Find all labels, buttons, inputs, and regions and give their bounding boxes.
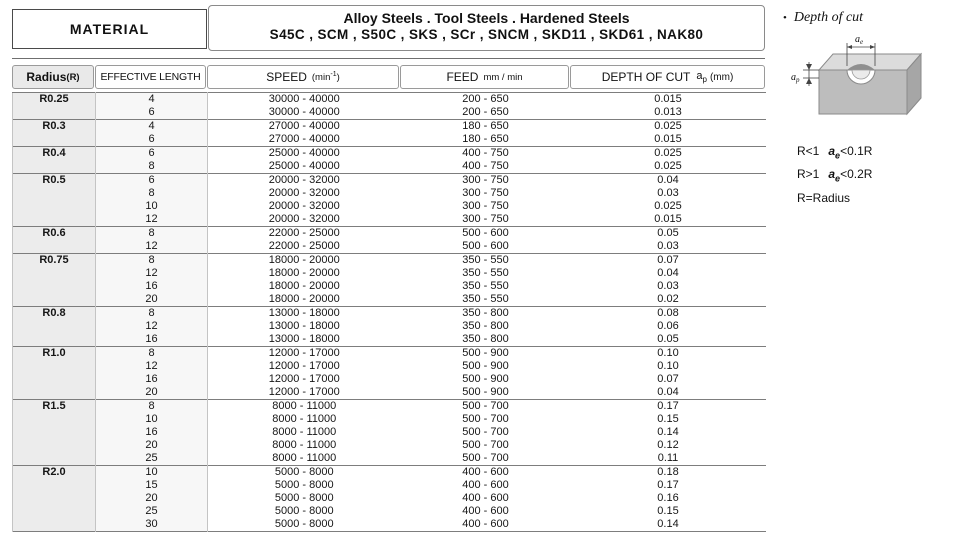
length-cell: 12: [96, 360, 208, 373]
feed-cell: 400 - 750: [401, 147, 571, 161]
depth-cell: 0.10: [657, 360, 679, 372]
speed-cell: 18000 - 20000: [268, 267, 340, 279]
column-header-depth-of-cut: [570, 65, 765, 89]
feed-cell: 300 - 750: [462, 213, 509, 225]
table-row: [13, 200, 766, 213]
speed-header-label: SPEED: [266, 70, 307, 84]
feed-header-unit: mm / min: [483, 71, 523, 83]
table-row: [13, 240, 766, 254]
feed-cell: 300 - 750: [462, 200, 509, 212]
depth-cell: 0.05: [657, 333, 679, 345]
length-cell: 15: [96, 479, 208, 492]
length-cell: 20: [96, 439, 208, 452]
table-row: [13, 187, 766, 200]
feed-cell: 350 - 550: [401, 254, 571, 268]
depth-cell: 0.07: [571, 254, 766, 268]
feed-cell: 180 - 650: [401, 120, 571, 134]
cutting-conditions-table-area: [12, 5, 765, 532]
length-cell: 8: [96, 160, 208, 174]
speed-cell: 18000 - 20000: [268, 293, 340, 305]
feed-cell: 350 - 800: [462, 320, 509, 332]
length-cell: 6: [96, 147, 208, 161]
length-cell: 20: [96, 293, 208, 307]
table-row: [13, 147, 766, 161]
speed-cell: 5000 - 8000: [274, 518, 334, 530]
feed-cell: 400 - 600: [462, 518, 509, 530]
feed-cell: 350 - 800: [401, 307, 571, 321]
radius-header-label: Radius: [26, 70, 67, 84]
depth-cell: 0.03: [657, 240, 679, 252]
speed-cell: 18000 - 20000: [268, 280, 340, 292]
speed-cell: 8000 - 11000: [272, 426, 337, 438]
table-row: [13, 133, 766, 147]
speed-header-unit: [312, 71, 340, 83]
depth-cell: 0.04: [571, 174, 766, 188]
column-header-effective-length: [95, 65, 206, 89]
table-row: [13, 106, 766, 120]
length-cell: 16: [96, 373, 208, 386]
length-cell: 6: [96, 133, 208, 147]
speed-cell: 8000 - 11000: [272, 452, 337, 464]
header-divider: [12, 58, 765, 59]
depth-cell: 0.17: [657, 479, 679, 491]
ap-arrow-bottom: [806, 78, 812, 84]
side-panel-title-text: Depth of cut: [793, 10, 864, 25]
column-header-row: [12, 65, 765, 89]
depth-cell: 0.07: [657, 373, 679, 385]
radius-cell: R2.0: [13, 466, 96, 532]
note-3-condition: R=Radius: [797, 190, 851, 205]
material-label: MATERIAL: [69, 21, 150, 37]
spec-table-body: [13, 93, 766, 532]
feed-cell: 200 - 650: [401, 93, 571, 107]
depth-cell: 0.015: [654, 213, 682, 225]
depth-cell: 0.02: [657, 293, 679, 305]
feed-cell: 500 - 700: [462, 452, 509, 464]
table-row: [13, 439, 766, 452]
feed-cell: 400 - 750: [462, 160, 509, 172]
length-cell: 8: [96, 347, 208, 361]
feed-cell: 500 - 900: [462, 386, 509, 398]
length-cell: 8: [96, 227, 208, 241]
spec-table: [12, 92, 766, 532]
depth-cell: 0.025: [654, 200, 682, 212]
feed-cell: 400 - 600: [462, 479, 509, 491]
table-row: [13, 213, 766, 227]
speed-unit-pre: (min: [311, 72, 331, 84]
ae-arrow-left: [847, 45, 852, 49]
note-2-symbol: $a_e$: [828, 167, 841, 184]
speed-cell: 12000 - 17000: [208, 347, 401, 361]
table-row: [13, 373, 766, 386]
depth-header-symbol: [696, 70, 707, 84]
speed-cell: 25000 - 40000: [268, 160, 340, 172]
note-1-value: <0.1R: [840, 144, 873, 158]
steel-grades-line: S45C , SCM , S50C , SKS , SCr , SNCM , SKD11 , SKD61 , NAK80: [269, 27, 704, 42]
radius-cell: R1.0: [13, 347, 96, 400]
length-cell: 12: [96, 213, 208, 227]
length-cell: 4: [96, 93, 208, 107]
feed-cell: 500 - 700: [462, 413, 509, 425]
bullet-icon: •: [783, 12, 787, 24]
length-cell: 20: [96, 492, 208, 505]
speed-cell: 30000 - 40000: [208, 93, 401, 107]
speed-cell: 13000 - 18000: [268, 333, 340, 345]
speed-cell: 13000 - 18000: [208, 307, 401, 321]
side-panel-title: [783, 10, 955, 26]
length-cell: 12: [96, 267, 208, 280]
ap-arrow-top: [806, 64, 812, 70]
note-line-3: [797, 191, 955, 207]
speed-unit-exponent: -1: [330, 70, 337, 78]
length-cell: 6: [96, 174, 208, 188]
feed-cell: 350 - 550: [462, 293, 509, 305]
radius-cell: R0.3: [13, 120, 96, 147]
table-row: [13, 400, 766, 414]
speed-unit-post: ): [336, 72, 340, 84]
table-row: [13, 360, 766, 373]
radius-header-symbol: (R): [66, 71, 80, 83]
note-2-value: <0.2R: [840, 167, 873, 182]
depth-cell: 0.03: [657, 187, 679, 199]
feed-cell: 500 - 900: [462, 360, 509, 372]
feed-header-label: FEED: [446, 70, 479, 84]
length-cell: 16: [96, 426, 208, 439]
depth-symbol-sub: p: [702, 75, 707, 85]
table-row: [13, 93, 766, 107]
length-cell: 8: [96, 254, 208, 268]
depth-cell: 0.17: [571, 400, 766, 414]
radius-cell: R0.8: [13, 307, 96, 347]
speed-cell: 12000 - 17000: [268, 373, 340, 385]
length-cell: 30: [96, 518, 208, 532]
feed-cell: 400 - 600: [462, 492, 509, 504]
depth-cell: 0.04: [657, 267, 679, 279]
speed-cell: 27000 - 40000: [268, 133, 340, 145]
length-cell: 6: [96, 106, 208, 120]
length-cell: 12: [96, 240, 208, 254]
length-cell: 20: [96, 386, 208, 400]
column-header-radius: [12, 65, 94, 89]
feed-cell: 500 - 700: [462, 439, 509, 451]
feed-cell: 500 - 700: [401, 400, 571, 414]
length-cell: 10: [96, 200, 208, 213]
depth-cell: 0.015: [571, 93, 766, 107]
table-row: [13, 267, 766, 280]
feed-cell: 400 - 600: [462, 505, 509, 517]
feed-cell: 300 - 750: [462, 187, 509, 199]
feed-cell: 200 - 650: [462, 106, 509, 118]
radius-cell: R0.25: [13, 93, 96, 120]
speed-cell: 8000 - 11000: [272, 413, 337, 425]
speed-cell: 22000 - 25000: [268, 240, 340, 252]
depth-cell: 0.15: [657, 413, 679, 425]
depth-cell: 0.12: [657, 439, 679, 451]
note-1-condition: R<1: [797, 144, 820, 158]
table-row: [13, 320, 766, 333]
table-row: [13, 413, 766, 426]
length-cell: 4: [96, 120, 208, 134]
table-row: [13, 160, 766, 174]
material-value-box: [208, 5, 765, 51]
depth-cell: 0.10: [571, 347, 766, 361]
table-row: [13, 227, 766, 241]
length-cell: 12: [96, 320, 208, 333]
table-row: [13, 280, 766, 293]
table-row: [13, 347, 766, 361]
steel-types-line: Alloy Steels . Tool Steels . Hardened Steels: [343, 10, 630, 26]
feed-cell: 500 - 600: [401, 227, 571, 241]
depth-cell: 0.06: [657, 320, 679, 332]
radius-cell: R0.5: [13, 174, 96, 227]
length-cell: 16: [96, 333, 208, 347]
depth-cell: 0.14: [657, 426, 679, 438]
depth-cell: 0.08: [571, 307, 766, 321]
length-cell: 16: [96, 280, 208, 293]
note-line-1: [797, 144, 955, 160]
table-row: [13, 120, 766, 134]
feed-cell: 350 - 550: [462, 280, 509, 292]
depth-cell: 0.11: [657, 452, 679, 464]
ball-nose-arc: [852, 70, 870, 79]
feed-cell: 350 - 550: [462, 267, 509, 279]
speed-cell: 20000 - 32000: [268, 187, 340, 199]
feed-cell: 500 - 600: [462, 240, 509, 252]
ap-label: $a_p$: [791, 72, 800, 84]
table-row: [13, 466, 766, 480]
speed-cell: 22000 - 25000: [208, 227, 401, 241]
speed-cell: 20000 - 32000: [208, 174, 401, 188]
radius-cell: R0.6: [13, 227, 96, 254]
table-row: [13, 293, 766, 307]
length-header-label: EFFECTIVE LENGTH: [100, 71, 201, 83]
table-row: [13, 492, 766, 505]
speed-cell: 5000 - 8000: [274, 492, 334, 504]
depth-cell: 0.18: [571, 466, 766, 480]
feed-cell: 500 - 900: [401, 347, 571, 361]
depth-header-unit: (mm): [709, 71, 734, 83]
speed-cell: 8000 - 11000: [208, 400, 401, 414]
feed-cell: 400 - 600: [401, 466, 571, 480]
note-2-condition: R>1: [797, 167, 820, 182]
depth-cell: 0.015: [654, 133, 682, 145]
depth-symbol-main: a: [696, 69, 703, 82]
speed-cell: 30000 - 40000: [268, 106, 340, 118]
length-cell: 8: [96, 307, 208, 321]
column-header-speed: [207, 65, 399, 89]
speed-cell: 20000 - 32000: [268, 213, 340, 225]
speed-cell: 27000 - 40000: [208, 120, 401, 134]
depth-of-cut-diagram: [789, 34, 939, 134]
speed-cell: 8000 - 11000: [272, 439, 337, 451]
length-cell: 10: [96, 413, 208, 426]
speed-cell: 13000 - 18000: [268, 320, 340, 332]
depth-of-cut-notes: [797, 144, 955, 207]
depth-cell: 0.16: [657, 492, 679, 504]
depth-of-cut-panel: [783, 10, 955, 214]
length-cell: 10: [96, 466, 208, 480]
table-row: [13, 452, 766, 466]
depth-cell: 0.04: [657, 386, 679, 398]
table-row: [13, 505, 766, 518]
speed-cell: 5000 - 8000: [208, 466, 401, 480]
length-cell: 8: [96, 187, 208, 200]
depth-cell: 0.14: [657, 518, 679, 530]
table-row: [13, 518, 766, 532]
depth-cell: 0.05: [571, 227, 766, 241]
depth-cell: 0.013: [654, 106, 682, 118]
length-cell: 8: [96, 400, 208, 414]
feed-cell: 500 - 900: [462, 373, 509, 385]
table-row: [13, 386, 766, 400]
table-row: [13, 254, 766, 268]
depth-cell: 0.025: [571, 147, 766, 161]
depth-cell: 0.03: [657, 280, 679, 292]
depth-header-label: DEPTH OF CUT: [601, 70, 691, 84]
speed-cell: 12000 - 17000: [268, 360, 340, 372]
length-cell: 25: [96, 505, 208, 518]
speed-cell: 5000 - 8000: [274, 479, 334, 491]
feed-cell: 500 - 700: [462, 426, 509, 438]
speed-cell: 25000 - 40000: [208, 147, 401, 161]
column-header-feed: [400, 65, 569, 89]
speed-cell: 20000 - 32000: [268, 200, 340, 212]
speed-cell: 12000 - 17000: [268, 386, 340, 398]
ae-label: $a_e$: [855, 34, 864, 46]
note-1-symbol: $a_e$: [828, 144, 841, 161]
table-row: [13, 333, 766, 347]
ae-arrow-right: [870, 45, 875, 49]
table-row: [13, 174, 766, 188]
table-row: [13, 426, 766, 439]
radius-cell: R0.75: [13, 254, 96, 307]
depth-cell: 0.025: [654, 160, 682, 172]
speed-cell: 5000 - 8000: [274, 505, 334, 517]
feed-cell: 180 - 650: [462, 133, 509, 145]
material-label-box: [12, 9, 207, 49]
feed-cell: 350 - 800: [462, 333, 509, 345]
table-row: [13, 307, 766, 321]
length-cell: 25: [96, 452, 208, 466]
depth-cell: 0.15: [657, 505, 679, 517]
radius-cell: R1.5: [13, 400, 96, 466]
feed-cell: 300 - 750: [401, 174, 571, 188]
speed-cell: 18000 - 20000: [208, 254, 401, 268]
depth-cell: 0.025: [571, 120, 766, 134]
material-header-row: [12, 5, 765, 51]
note-line-2: [797, 167, 955, 183]
radius-cell: R0.4: [13, 147, 96, 174]
table-row: [13, 479, 766, 492]
